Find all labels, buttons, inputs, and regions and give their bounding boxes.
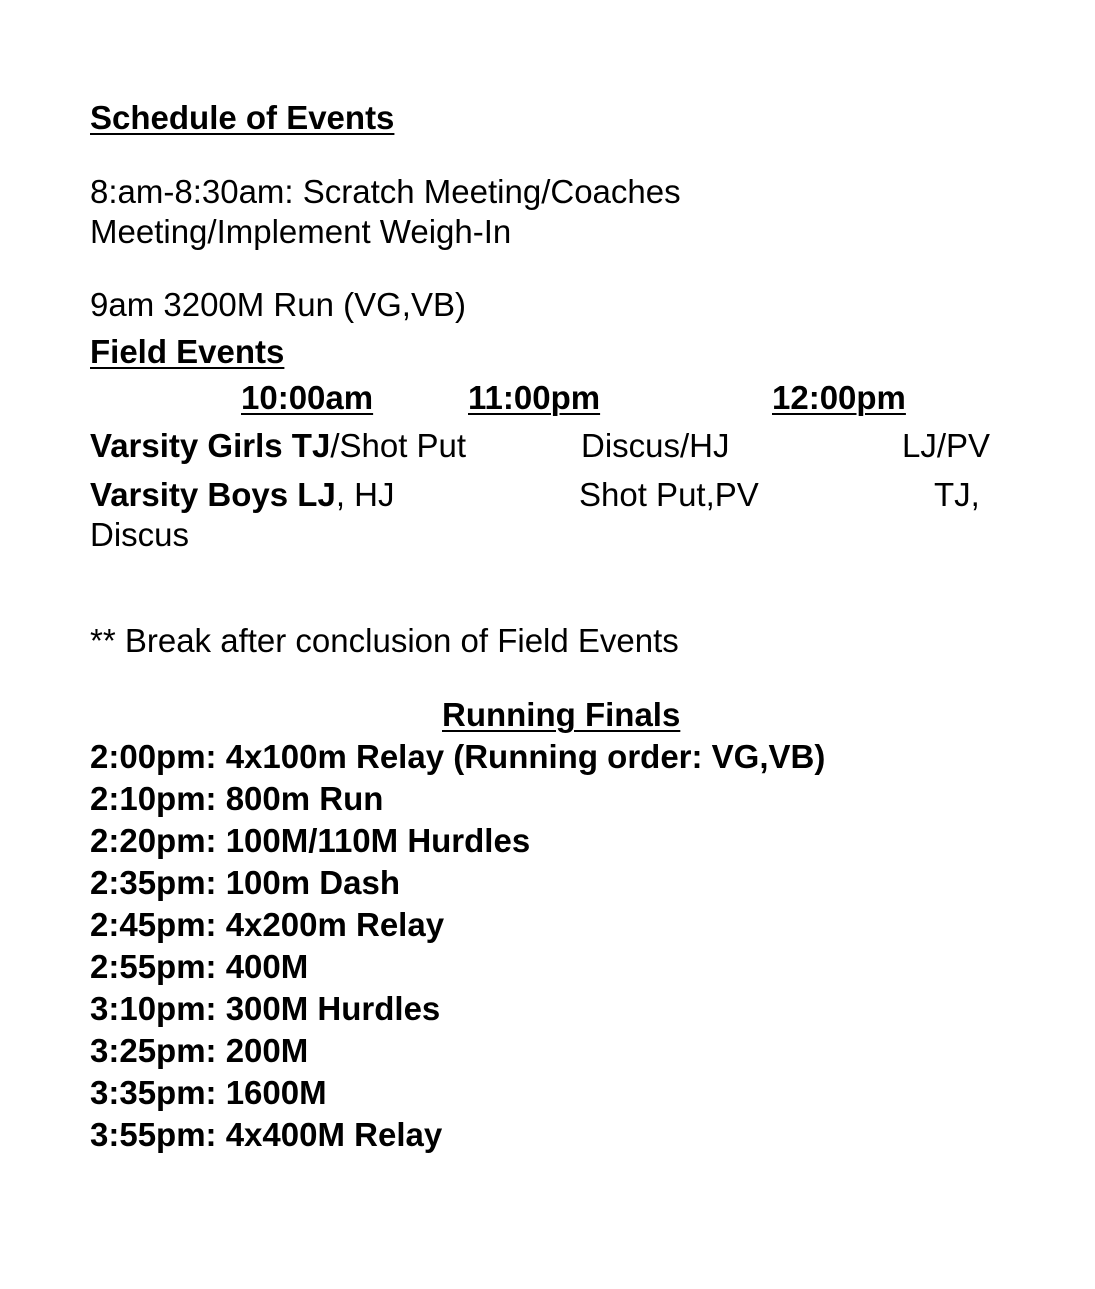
list-item: 2:00pm: 4x100m Relay (Running order: VG,VB) [90, 738, 826, 775]
list-item: 2:20pm: 100M/110M Hurdles [90, 822, 531, 859]
boys-row-label: Varsity Boys [90, 476, 289, 513]
list-item: 3:25pm: 200M [90, 1032, 309, 1069]
girls-event2: Discus/HJ [581, 427, 730, 464]
list-item: 3:10pm: 300M Hurdles [90, 990, 441, 1027]
girls-event1-rest: /Shot Put [330, 427, 467, 464]
schedule-title: Schedule of Events [90, 99, 395, 136]
girls-event1-bold: TJ [291, 427, 331, 464]
list-item: 3:35pm: 1600M [90, 1074, 327, 1111]
boys-event2: Shot Put,PV [579, 476, 759, 513]
boys-event1-rest: , HJ [335, 476, 395, 513]
boys-row-label-group [90, 475, 394, 515]
girls-event3: LJ/PV [902, 427, 991, 464]
field-events-title: Field Events [90, 333, 285, 370]
list-item: 2:35pm: 100m Dash [90, 864, 400, 901]
scratch-meeting-line-1: 8:am-8:30am: Scratch Meeting/Coaches [90, 173, 681, 210]
scratch-meeting-line-2: Meeting/Implement Weigh-In [90, 213, 512, 250]
running-finals-title: Running Finals [442, 696, 681, 733]
time-header-12: 12:00pm [772, 379, 906, 416]
boys-event3-wrap: Discus [90, 516, 190, 553]
boys-event1-bold: LJ [297, 476, 336, 513]
girls-row-label-group [90, 426, 466, 466]
time-header-10am: 10:00am [241, 379, 374, 416]
time-header-11: 11:00pm [468, 379, 601, 416]
girls-row-label: Varsity Girls [90, 427, 283, 464]
list-item: 2:45pm: 4x200m Relay [90, 906, 445, 943]
running-finals-list [90, 736, 825, 1156]
boys-event3: TJ, [934, 476, 980, 513]
list-item: 2:10pm: 800m Run [90, 780, 384, 817]
break-note: ** Break after conclusion of Field Events [90, 622, 679, 659]
list-item: 2:55pm: 400M [90, 948, 309, 985]
list-item: 3:55pm: 4x400M Relay [90, 1116, 443, 1153]
run-3200-line: 9am 3200M Run (VG,VB) [90, 286, 466, 323]
